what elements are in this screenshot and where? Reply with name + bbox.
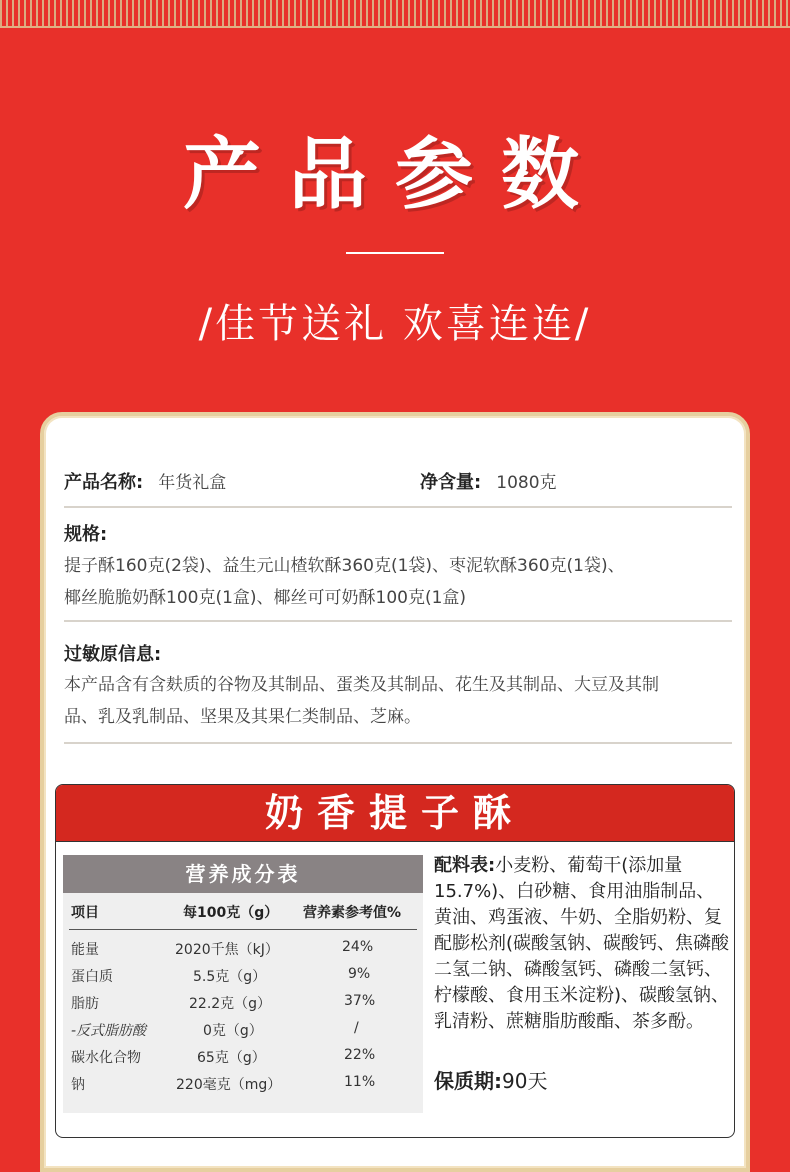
shelf-life-label: 保质期: (434, 1069, 502, 1093)
nutrient-name: 能量 (71, 942, 99, 958)
nutrient-name: -反式脂肪酸 (71, 1023, 147, 1039)
nutrient-amount: 0克（g） (203, 1023, 263, 1039)
product-name-header: 奶香提子酥 (56, 785, 734, 842)
nutrient-nrv: 9% (348, 966, 371, 982)
nutrient-nrv: 22% (344, 1047, 376, 1063)
allergen-text (64, 669, 734, 733)
nutrition-title: 营养成分表 (63, 855, 423, 893)
nutrient-name: 碳水化合物 (71, 1050, 141, 1066)
nutrient-amount: 220毫克（mg） (176, 1077, 282, 1093)
col-header-item: 项目 (71, 905, 99, 921)
net-weight-value: 1080克 (496, 473, 557, 493)
table-rule (69, 929, 417, 930)
spec-label-text: 规格: (64, 524, 108, 545)
slogan: /佳节送礼 欢喜连连/ (198, 301, 592, 347)
net-weight-row (420, 468, 557, 494)
nutrient-nrv: / (354, 1020, 359, 1036)
product-name-label: 产品名称: (64, 472, 144, 493)
allergen-line: 品、乳及乳制品、坚果及其果仁类制品、芝麻。 (64, 707, 421, 727)
divider (64, 620, 732, 622)
top-border (0, 0, 790, 28)
nutrient-nrv: 11% (344, 1074, 376, 1090)
divider (64, 742, 732, 744)
ingredients (434, 853, 730, 1035)
divider (64, 506, 732, 508)
ingredients-text: 小麦粉、葡萄干(添加量15.7%)、白砂糖、食用油脂制品、黄油、鸡蛋液、牛奶、全脂奶粉、复配膨松剂(碳酸氢钠、碳酸钙、焦磷酸二氢二钠、磷酸氢钙、磷酸二氢钙、柠檬酸、食用玉米淀粉)、碳酸氢钠、乳清粉、蔗糖脂肪酸酯、茶多酚。 (434, 855, 730, 1032)
spec-line: 椰丝脆脆奶酥100克(1盒)、椰丝可可奶酥100克(1盒) (64, 588, 467, 608)
shelf-life (434, 1065, 547, 1094)
title-divider (346, 252, 444, 254)
product-name-value: 年货礼盒 (158, 473, 227, 493)
nutrient-nrv: 24% (342, 939, 374, 955)
shelf-life-value: 90天 (502, 1069, 548, 1093)
nutrient-amount: 5.5克（g） (193, 969, 267, 985)
nutrient-amount: 22.2克（g） (189, 996, 272, 1012)
nutrient-nrv: 37% (344, 993, 376, 1009)
product-name-row (64, 468, 226, 494)
nutrient-name: 蛋白质 (71, 969, 113, 985)
spec-text (64, 550, 734, 614)
page-title: 产品参数 (182, 129, 607, 220)
col-header-nrv: 营养素参考值% (303, 905, 402, 921)
col-header-per100g: 每100克（g） (183, 905, 279, 921)
product-panel (55, 784, 735, 1138)
spec-label (64, 520, 107, 546)
spec-line: 提子酥160克(2袋)、益生元山楂软酥360克(1袋)、枣泥软酥360克(1袋)、 (64, 556, 625, 576)
allergen-label-text: 过敏原信息: (64, 644, 162, 665)
nutrient-amount: 2020千焦（kJ） (175, 942, 279, 958)
allergen-label (64, 640, 161, 666)
allergen-line: 本产品含有含麸质的谷物及其制品、蛋类及其制品、花生及其制品、大豆及其制 (64, 675, 659, 695)
nutrient-amount: 65克（g） (197, 1050, 266, 1066)
nutrition-table (63, 855, 423, 1113)
nutrient-name: 钠 (71, 1077, 85, 1093)
net-weight-label: 净含量: (420, 472, 482, 493)
ingredients-label: 配料表: (434, 855, 496, 876)
nutrient-name: 脂肪 (71, 996, 99, 1012)
